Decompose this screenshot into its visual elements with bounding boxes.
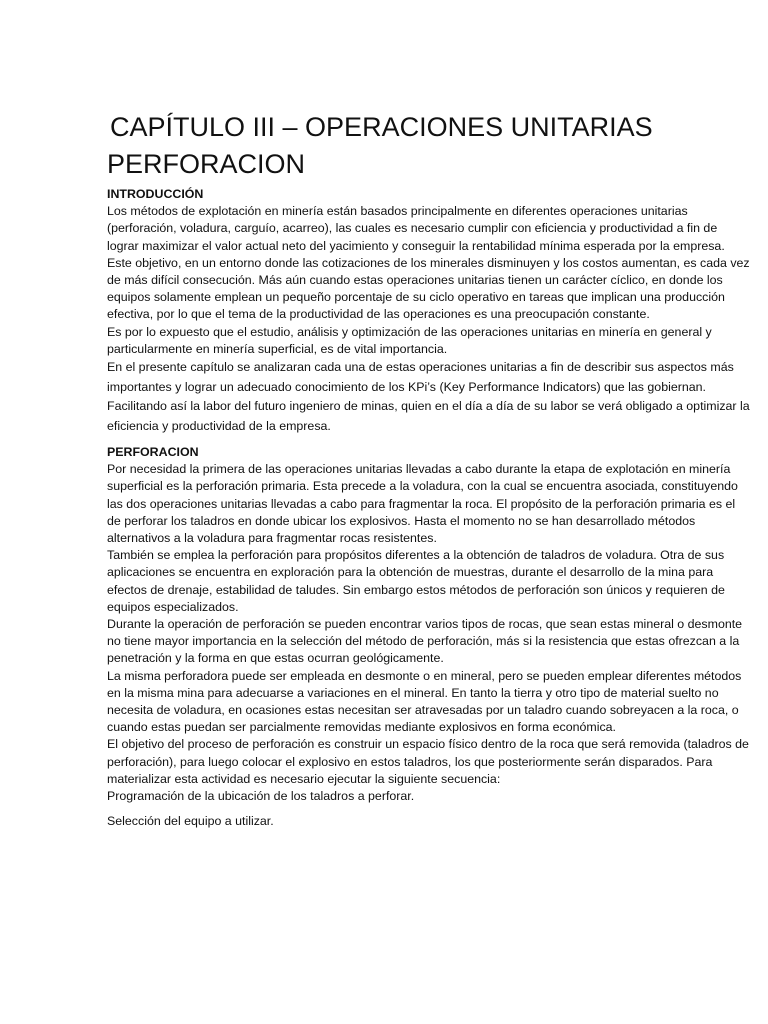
document-page: [107, 108, 752, 831]
sequence-item: Selección del equipo a utilizar.: [107, 814, 274, 829]
perforacion-paragraph: Durante la operación de perforación se pueden encontrar varios tipos de rocas, que sean estas mineral o desmonte no tiene mayor importancia en la selección del método de perforación, más si la resistencia que estas ofrezcan a la penetración y la forma en que estas ocurran geológicamente.: [107, 617, 743, 666]
section-gap: [107, 436, 752, 444]
intro-paragraph: Los métodos de explotación en minería están basados principalmente en diferentes operaciones unitarias (perforación, voladura, carguío, acarreo), las cuales es necesario cumplir con eficiencia y productividad a fin de lograr maximizar el valor actual neto del yacimiento y conseguir la rentabilidad mínima esperada por la empresa.: [107, 204, 725, 253]
chapter-subtitle: PERFORACION: [107, 149, 306, 179]
intro-paragraph: Es por lo expuesto que el estudio, análisis y optimización de las operaciones unitarias en minería en general y particularmente en minería superficial, es de vital importancia.: [107, 324, 712, 356]
sequence-item: Programación de la ubicación de los taladros a perforar.: [107, 789, 415, 804]
intro-paragraph: En el presente capítulo se analizaran cada una de estas operaciones unitarias a fin de describir sus aspectos más importantes y lograr un adecuado conocimiento de los KPi’s (Key Performance Indicators) que las gobiernan. Facilitando así la labor del futuro ingeniero de minas, quien en el día a día de su labor se verá obligado a optimizar la eficiencia y productividad de la empresa.: [107, 360, 750, 433]
intro-heading: INTRODUCCIÓN: [107, 187, 204, 201]
perforacion-paragraph: El objetivo del proceso de perforación es construir un espacio físico dentro de la roca que será removida (taladros de perforación), para luego colocar el explosivo en estos taladros, los que posteriormente serán disparados. Para materializar esta actividad es necesario ejecutar la siguiente secuencia:: [107, 737, 749, 786]
chapter-title: CAPÍTULO III – OPERACIONES UNITARIAS: [110, 112, 653, 142]
perforacion-paragraph: También se emplea la perforación para propósitos diferentes a la obtención de taladros de voladura. Otra de sus aplicaciones se encuentra en exploración para la obtención de muestras, durante el desarrollo de la mina para efectos de drenaje, estabilidad de taludes. Sin embargo estos métodos de perforación son únicos y requieren de equipos especializados.: [107, 548, 725, 614]
perforacion-paragraph: La misma perforadora puede ser empleada en desmonte o en mineral, pero se pueden emplear diferentes métodos en la misma mina para adecuarse a variaciones en el mineral. En tanto la tierra y otro tipo de material suelto no necesita de voladura, en ocasiones estas necesitan ser atravesadas por un taladro cuando sobreyacen a la roca, o cuando estas puedan ser parcialmente removidas mediante explosivos en forma económica.: [107, 668, 742, 735]
perforacion-paragraph: Por necesidad la primera de las operaciones unitarias llevadas a cabo durante la etapa de explotación en minería superficial es la perforación primaria. Esta precede a la voladura, con la cual se encuentra asociada, constituyendo las dos operaciones unitarias llevadas a cabo para fragmentar la roca. El propósito de la perforación primaria es el de perforar los taladros en donde ubicar los explosivos. Hasta el momento no se han desarrollado métodos alternativos a la voladura para fragmentar rocas resistentes.: [107, 462, 738, 546]
perforacion-heading: PERFORACION: [107, 445, 199, 460]
intro-paragraph: Este objetivo, en un entorno donde las cotizaciones de los minerales disminuyen y los costos aumentan, es cada vez de más difícil consecución. Más aún cuando estas operaciones unitarias tienen un carácter cíclico, en donde los equipos solamente emplean un pequeño porcentaje de su ciclo operativo en tareas que implican una producción efectiva, por lo que el tema de la productividad de las operaciones es una preocupación constante.: [107, 255, 750, 322]
